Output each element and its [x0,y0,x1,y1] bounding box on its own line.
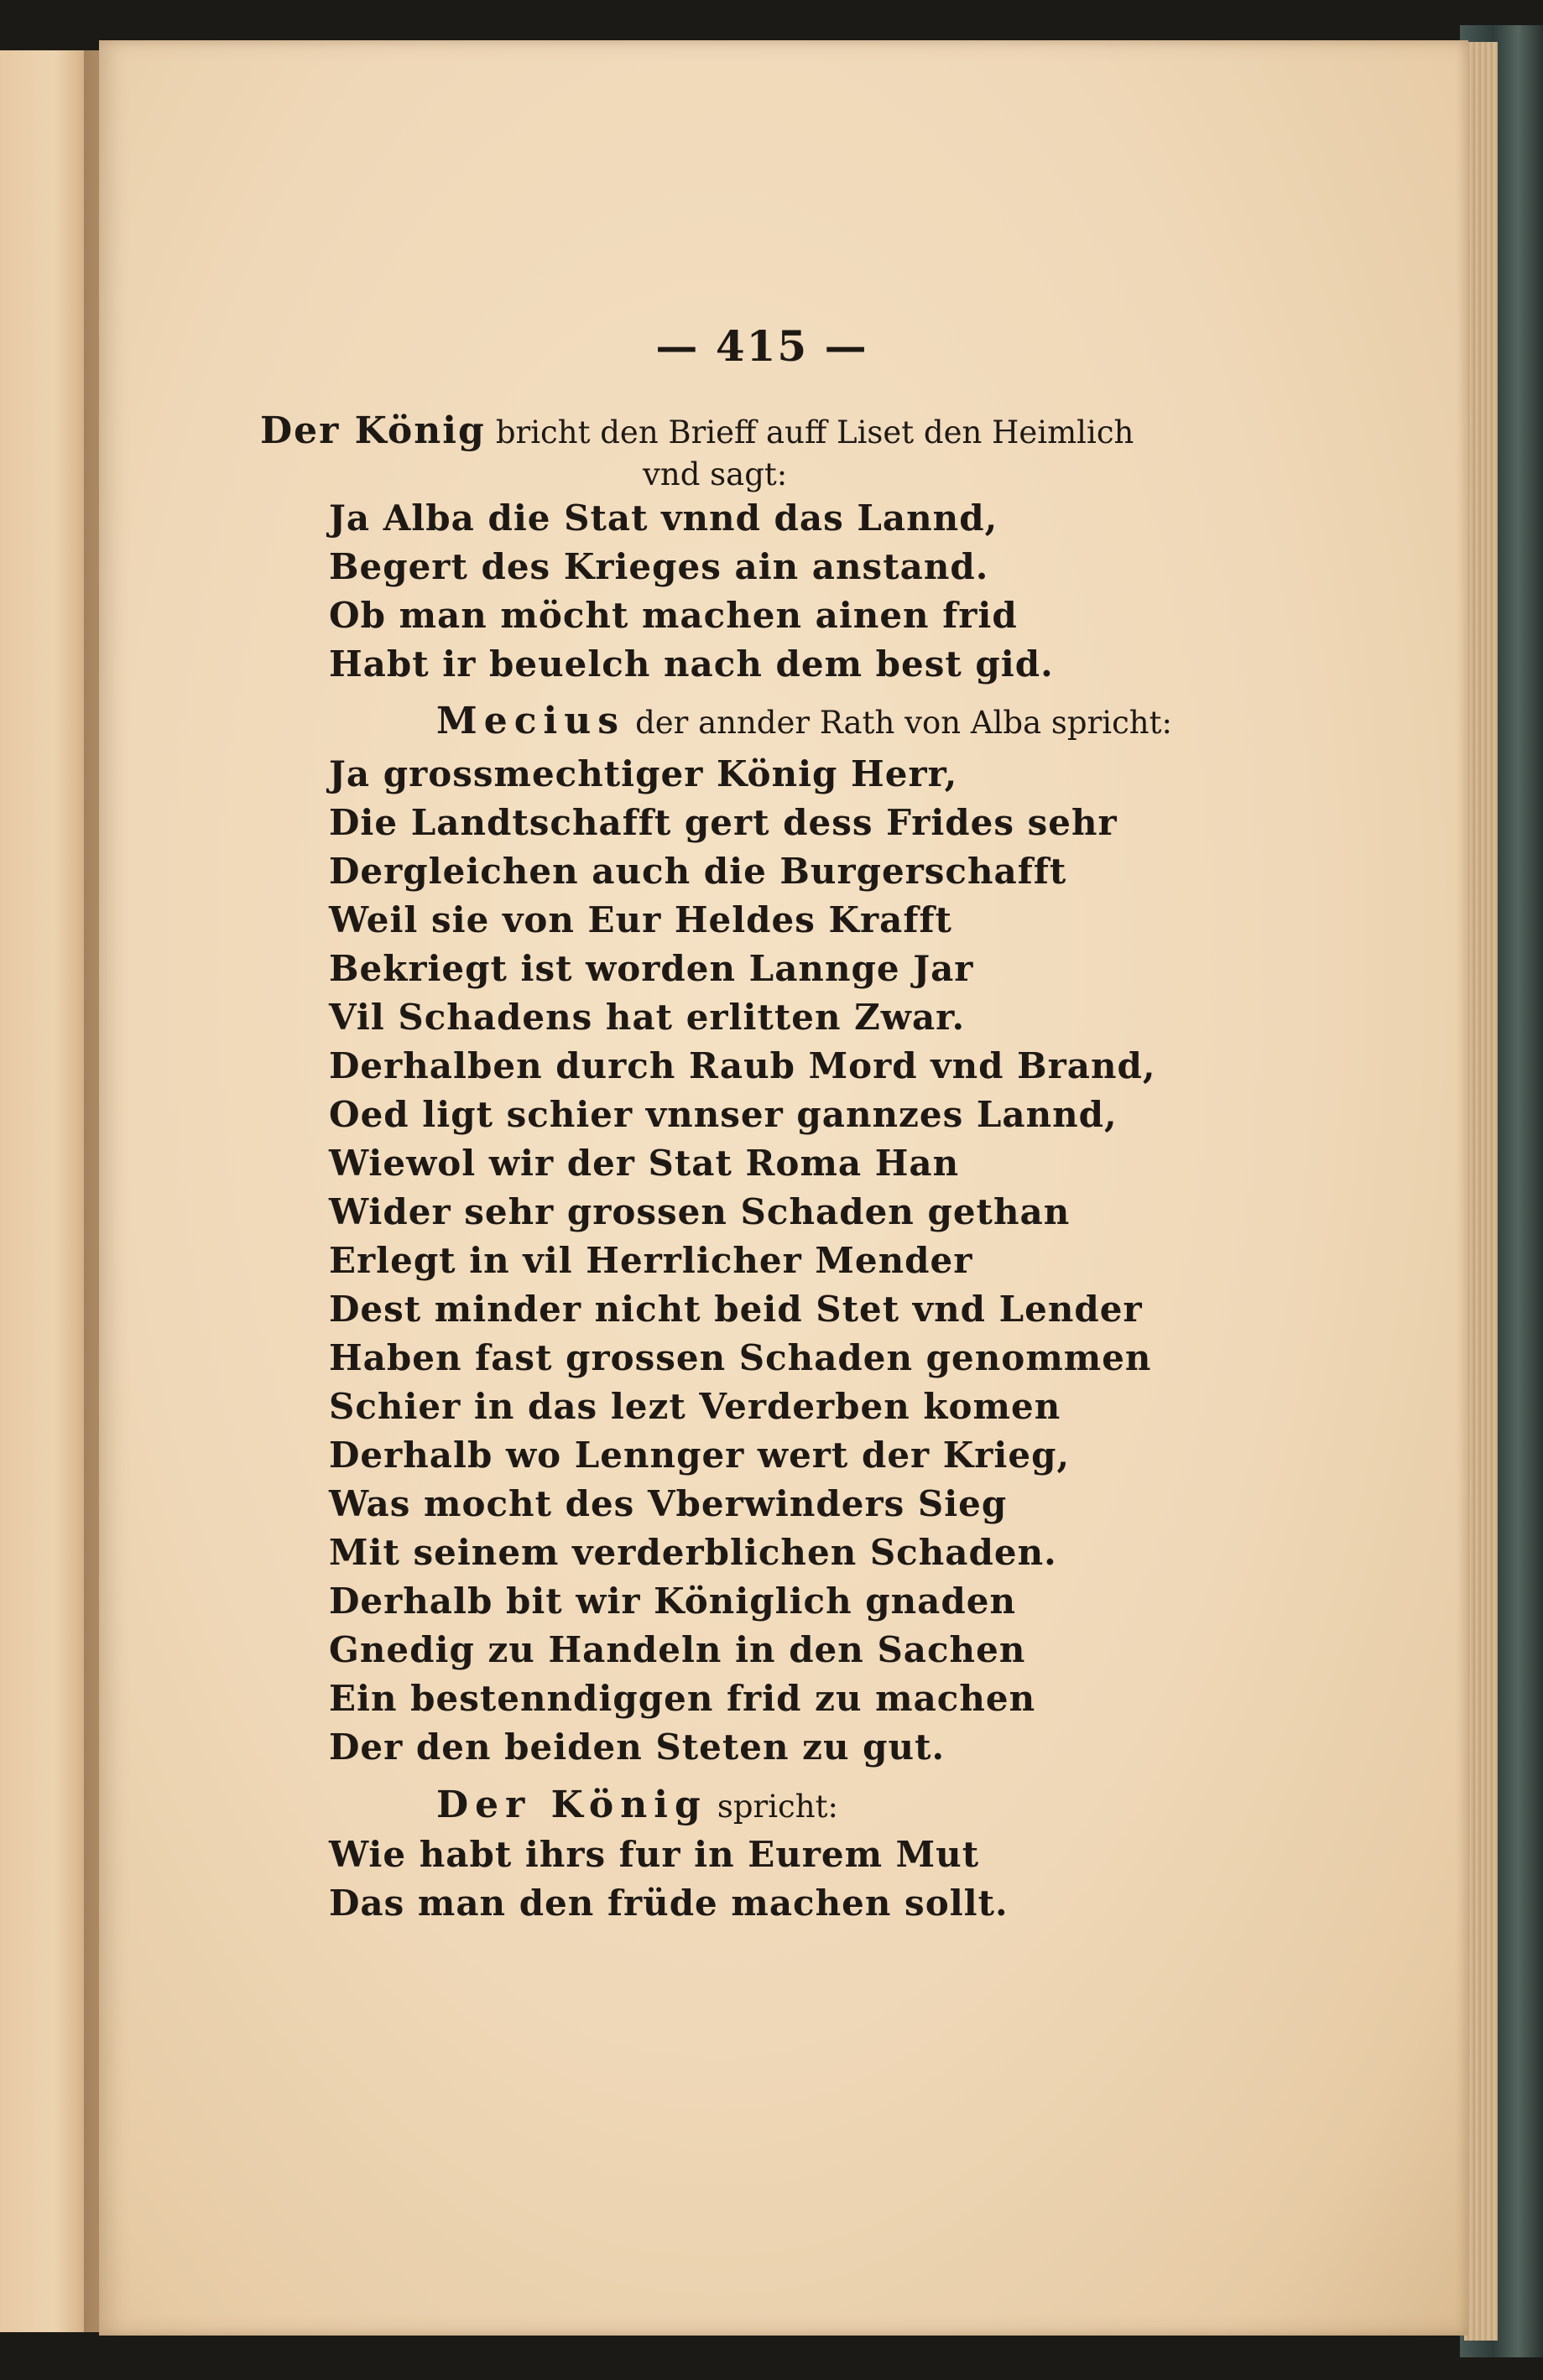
verse-line: Vil Schadens hat erlitten Zwar. [329,997,966,1038]
stage-direction-text: spricht: [717,1789,838,1825]
verse-line: Wiewol wir der Stat Roma Han [329,1143,960,1184]
stage-direction-text: bricht den Brieff auff Liset den Heimlich [495,414,1134,450]
verse-line: Schier in das lezt Verderben komen [329,1386,1061,1427]
stage-direction-continued [643,456,787,492]
verse-line: Oed ligt schier vnnser gannzes Lannd, [329,1094,1118,1135]
verse-line: Derhalben durch Raub Mord vnd Brand, [329,1045,1156,1086]
verse-line: Ja grossmechtiger König Herr, [329,753,958,794]
verse-line: Haben fast grossen Schaden genommen [329,1337,1152,1378]
verse-line: Die Landtschafft gert dess Frides sehr [329,802,1118,843]
stage-direction [436,700,1172,742]
verse-line: Ob man möcht machen ainen frid [329,595,1018,636]
verse-line: Dest minder nicht beid Stet vnd Lender [329,1289,1143,1330]
verse-line: Begert des Krieges ain anstand. [329,546,989,587]
stage-direction [436,1784,838,1826]
verse-line: Derhalb bit wir Königlich gnaden [329,1581,1017,1622]
verse-line: Dergleichen auch die Burgerschafft [329,851,1067,892]
verse-line: Wie habt ihrs fur in Eurem Mut [329,1834,980,1875]
page-block-edge [1464,42,1498,2341]
verse-line: Bekriegt ist worden Lannge Jar [329,948,974,989]
book-page [99,40,1468,2336]
page-text [99,40,1468,2336]
verse-line: Ein bestenndiggen frid zu machen [329,1678,1036,1719]
verse-line: Ja Alba die Stat vnnd das Lannd, [329,497,998,539]
speaker-name: Der König [436,1784,707,1826]
stage-direction [260,409,1134,452]
verse-line: Erlegt in vil Herrlicher Mender [329,1240,973,1281]
verse-line: Wider sehr grossen Schaden gethan [329,1191,1071,1232]
verse-line: Mit seinem verderblichen Schaden. [329,1532,1057,1573]
page-number: — 415 — [655,321,868,371]
verse-line: Das man den früde machen sollt. [329,1883,1009,1924]
speaker-name: Mecius [436,700,625,742]
verse-line: Gnedig zu Handeln in den Sachen [329,1629,1026,1670]
verse-line: Derhalb wo Lennger wert der Krieg, [329,1435,1071,1476]
verse-line: Weil sie von Eur Heldes Krafft [329,899,952,940]
verse-line: Habt ir beuelch nach dem best gid. [329,643,1054,685]
verse-line: Der den beiden Steten zu gut. [329,1726,946,1768]
verse-line: Was mocht des Vberwinders Sieg [329,1483,1008,1524]
speaker-name: Der König [260,409,486,452]
stage-direction-text: vnd sagt: [643,456,788,492]
stage-direction-text: der annder Rath von Alba spricht: [635,705,1172,741]
